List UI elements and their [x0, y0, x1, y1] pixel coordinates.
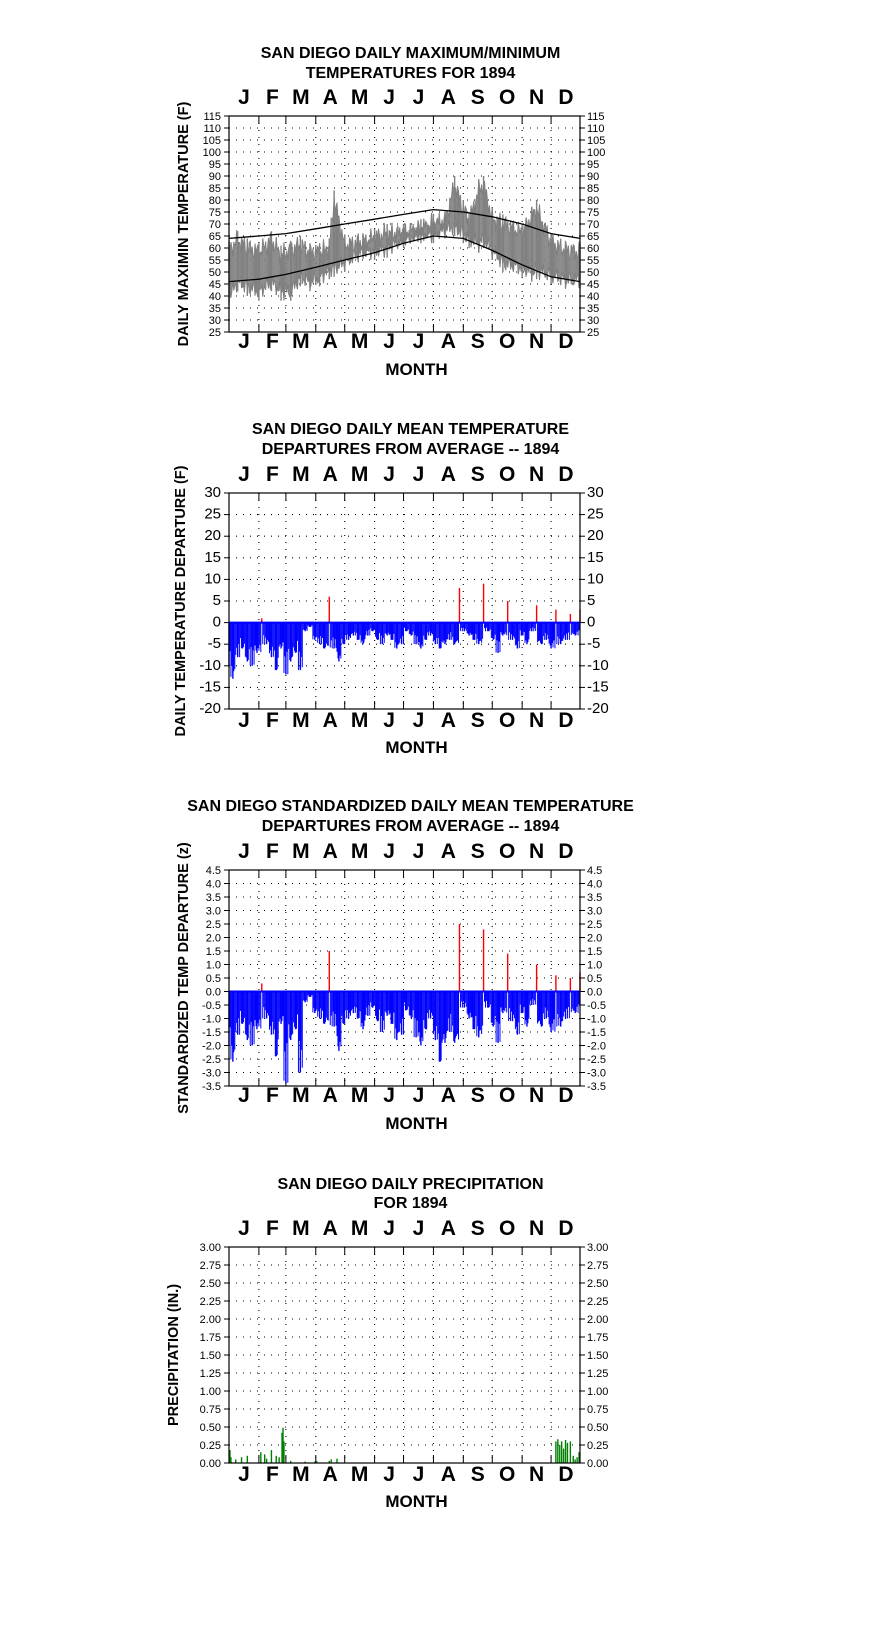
y-tick-label-right: 65: [587, 231, 600, 243]
month-label-top: D: [558, 86, 574, 109]
month-label-top: A: [440, 1217, 456, 1240]
y-tick-label-left: -15: [199, 678, 221, 696]
y-tick-label-right: -10: [587, 656, 609, 674]
month-label-bottom: J: [383, 330, 395, 353]
y-tick-label-left: -5: [207, 635, 221, 653]
month-label-bottom: F: [265, 330, 279, 353]
y-tick-label-left: 3.0: [205, 905, 221, 918]
y-tick-label-right: 100: [587, 147, 606, 159]
y-tick-label-right: 1.50: [587, 1350, 609, 1362]
y-tick-label-right: 30: [587, 484, 604, 501]
y-tick-label-left: 0.25: [199, 1440, 221, 1452]
month-label-top: M: [350, 86, 369, 109]
month-label-top: A: [322, 463, 338, 486]
month-label-top: D: [558, 463, 574, 486]
y-tick-label-right: 1.75: [587, 1332, 609, 1344]
y-tick-label-left: 2.00: [199, 1314, 221, 1326]
y-tick-label-right: 15: [587, 548, 604, 566]
month-label-bottom: O: [499, 709, 516, 732]
month-label-top: A: [322, 1217, 338, 1240]
y-tick-label-left: 10: [204, 570, 221, 588]
month-label-top: J: [412, 86, 425, 109]
y-tick-label-left: 80: [208, 195, 221, 207]
month-label-bottom: A: [322, 1463, 338, 1486]
chart-title-line: SAN DIEGO STANDARDIZED DAILY MEAN TEMPERATURE: [187, 798, 634, 815]
y-tick-label-right: 2.50: [587, 1278, 609, 1290]
y-tick-label-left: 1.75: [199, 1332, 221, 1344]
month-label-bottom: N: [529, 330, 545, 353]
y-tick-label-left: 0.00: [199, 1458, 221, 1470]
month-label-bottom: M: [292, 1084, 310, 1107]
y-axis-label: STANDARDIZED TEMP DEPARTURE (z): [176, 842, 192, 1114]
month-label-bottom: J: [412, 709, 425, 732]
y-tick-label-right: 35: [587, 303, 600, 315]
month-label-bottom: S: [470, 1084, 485, 1107]
y-tick-label-left: 2.75: [199, 1260, 221, 1272]
y-tick-label-right: 0.75: [587, 1404, 609, 1416]
y-tick-label-right: 85: [587, 183, 600, 195]
month-label-top: M: [350, 463, 369, 486]
y-tick-label-left: 1.0: [205, 959, 221, 972]
month-label-bottom: D: [558, 709, 574, 732]
y-tick-label-left: 65: [208, 231, 221, 243]
month-label-bottom: M: [350, 1084, 369, 1107]
y-tick-label-right: 50: [587, 267, 600, 279]
month-label-top: J: [238, 463, 250, 486]
y-tick-label-right: 2.5: [587, 919, 603, 931]
chart-title-line: SAN DIEGO DAILY PRECIPITATION: [277, 1176, 544, 1193]
y-tick-label-left: 95: [208, 159, 221, 171]
month-label-top: J: [383, 86, 395, 109]
y-tick-label-right: 0: [587, 613, 596, 631]
month-label-top: A: [322, 840, 338, 863]
month-label-top: J: [238, 840, 250, 863]
month-label-bottom: J: [383, 1463, 395, 1486]
chart-3: [176, 798, 634, 1133]
y-tick-label-left: 35: [208, 303, 221, 315]
y-tick-label-left: -10: [199, 656, 221, 674]
month-label-bottom: N: [529, 1463, 545, 1486]
month-label-top: N: [529, 463, 545, 486]
month-label-bottom: D: [558, 330, 574, 353]
y-tick-label-right: 55: [587, 255, 600, 267]
y-tick-label-right: -2.5: [587, 1054, 606, 1066]
month-label-bottom: J: [412, 1463, 425, 1486]
month-label-top: A: [440, 840, 456, 863]
month-label-bottom: J: [238, 1463, 250, 1486]
y-tick-label-right: -1.5: [587, 1027, 606, 1039]
month-label-bottom: M: [292, 330, 310, 353]
y-tick-label-right: 25: [587, 327, 600, 339]
y-tick-label-right: 2.75: [587, 1260, 609, 1272]
month-label-top: O: [499, 86, 516, 109]
y-tick-label-right: 4.5: [587, 865, 603, 877]
month-label-top: N: [529, 1217, 545, 1240]
y-tick-label-left: 25: [208, 327, 221, 339]
y-tick-label-left: 1.00: [199, 1386, 221, 1398]
month-label-top: O: [499, 840, 516, 863]
month-label-top: S: [470, 86, 485, 109]
y-tick-label-right: 70: [587, 219, 600, 231]
y-tick-label-right: -2.0: [587, 1040, 606, 1053]
month-label-top: F: [265, 463, 279, 486]
x-axis-label: MONTH: [385, 1114, 448, 1133]
y-tick-label-right: -1.0: [587, 1013, 606, 1026]
month-label-top: O: [499, 463, 516, 486]
month-label-top: J: [238, 1217, 250, 1240]
month-label-top: J: [412, 463, 425, 486]
month-label-top: F: [265, 1217, 279, 1240]
y-tick-label-right: 4.0: [587, 878, 603, 891]
chart-title-line: SAN DIEGO DAILY MEAN TEMPERATURE: [251, 421, 570, 438]
y-tick-label-left: 90: [208, 171, 221, 183]
x-axis-label: MONTH: [385, 360, 448, 379]
month-label-top: M: [292, 840, 310, 863]
y-tick-label-left: 3.00: [199, 1242, 221, 1254]
month-label-top: S: [470, 1217, 485, 1240]
y-tick-label-left: 40: [208, 291, 221, 303]
month-label-bottom: A: [440, 709, 456, 732]
month-label-bottom: A: [322, 1084, 338, 1107]
y-tick-label-right: -0.5: [587, 1000, 606, 1012]
month-label-top: J: [412, 840, 425, 863]
chart-1: [176, 45, 605, 379]
month-label-top: J: [383, 463, 395, 486]
month-label-top: N: [529, 840, 545, 863]
month-label-bottom: A: [322, 709, 338, 732]
y-tick-label-left: 0.0: [205, 986, 221, 999]
y-tick-label-right: -3.5: [587, 1081, 606, 1093]
y-tick-label-left: 105: [202, 135, 221, 147]
month-label-bottom: M: [350, 709, 369, 732]
y-tick-label-left: -20: [199, 700, 221, 717]
y-tick-label-right: 1.5: [587, 946, 603, 958]
y-tick-label-left: 50: [208, 267, 221, 279]
y-tick-label-left: 110: [203, 123, 221, 135]
month-label-top: J: [383, 1217, 395, 1240]
month-label-bottom: S: [470, 709, 485, 732]
y-tick-label-left: 85: [208, 183, 221, 195]
month-label-top: O: [499, 1217, 516, 1240]
y-tick-label-left: 5: [212, 592, 221, 609]
y-tick-label-left: 45: [208, 279, 221, 291]
month-label-bottom: S: [470, 1463, 485, 1486]
y-tick-label-left: 15: [204, 548, 221, 566]
month-label-top: A: [440, 463, 456, 486]
y-tick-label-right: 0.0: [587, 986, 603, 999]
month-label-top: A: [322, 86, 338, 109]
y-tick-label-left: 30: [204, 484, 221, 501]
month-label-bottom: D: [558, 1463, 574, 1486]
y-tick-label-left: 0.5: [205, 973, 221, 985]
y-tick-label-right: 0.50: [587, 1422, 609, 1434]
y-tick-label-right: 1.0: [587, 959, 603, 972]
y-tick-label-right: 2.25: [587, 1296, 609, 1308]
y-tick-label-right: 80: [587, 195, 600, 207]
y-tick-label-right: 60: [587, 243, 600, 255]
y-tick-label-right: -15: [587, 678, 609, 696]
y-tick-label-right: 3.00: [587, 1242, 609, 1254]
month-label-bottom: F: [265, 1084, 279, 1107]
month-label-top: M: [292, 86, 310, 109]
y-tick-label-right: 2.0: [587, 932, 603, 945]
month-label-bottom: M: [350, 1463, 369, 1486]
y-tick-label-left: 1.5: [205, 946, 221, 958]
y-tick-label-right: 5: [587, 592, 596, 609]
y-tick-label-left: 0: [212, 613, 221, 631]
y-tick-label-right: 10: [587, 570, 604, 588]
y-tick-label-right: -3.0: [587, 1067, 606, 1080]
observed-range-series: [229, 176, 580, 306]
y-tick-label-left: 70: [208, 219, 221, 231]
month-label-bottom: D: [558, 1084, 574, 1107]
month-label-top: F: [265, 840, 279, 863]
chart-title-line: DEPARTURES FROM AVERAGE -- 1894: [261, 818, 560, 835]
y-tick-label-left: 115: [203, 111, 221, 123]
y-tick-label-right: 45: [587, 279, 600, 291]
month-label-top: S: [470, 840, 485, 863]
y-tick-label-left: -1.5: [202, 1027, 221, 1039]
y-tick-label-right: 105: [587, 135, 606, 147]
x-axis-label: MONTH: [385, 1492, 448, 1511]
month-label-top: M: [350, 1217, 369, 1240]
y-tick-label-left: 1.50: [199, 1350, 221, 1362]
y-tick-label-left: 1.25: [199, 1368, 221, 1380]
month-label-top: M: [292, 1217, 310, 1240]
y-tick-label-right: 90: [587, 171, 600, 183]
month-label-top: N: [529, 86, 545, 109]
y-tick-label-left: -3.5: [202, 1081, 221, 1093]
y-tick-label-right: 95: [587, 159, 600, 171]
month-label-bottom: A: [322, 330, 338, 353]
chart-2: [173, 421, 609, 757]
y-tick-label-left: 2.50: [199, 1278, 221, 1290]
y-tick-label-left: 2.5: [205, 919, 221, 931]
chart-4: [166, 1176, 608, 1511]
y-tick-label-left: -3.0: [202, 1067, 221, 1080]
month-label-bottom: J: [238, 330, 250, 353]
month-label-top: J: [412, 1217, 425, 1240]
month-label-bottom: J: [383, 709, 395, 732]
departure-bars: [229, 584, 580, 679]
month-label-bottom: A: [440, 1084, 456, 1107]
y-tick-label-right: 20: [587, 527, 604, 545]
month-label-top: S: [470, 463, 485, 486]
month-label-bottom: J: [238, 1084, 250, 1107]
month-label-bottom: A: [440, 1463, 456, 1486]
month-label-top: M: [350, 840, 369, 863]
y-tick-label-left: 2.25: [199, 1296, 221, 1308]
y-tick-label-right: -20: [587, 700, 609, 717]
y-axis-label: DAILY TEMPERATURE DEPARTURE (F): [173, 465, 189, 737]
month-label-bottom: N: [529, 709, 545, 732]
y-tick-label-right: 30: [587, 315, 600, 327]
y-tick-label-right: 0.25: [587, 1440, 609, 1452]
month-label-bottom: O: [499, 330, 516, 353]
y-tick-label-right: 1.25: [587, 1368, 609, 1380]
y-tick-label-left: -1.0: [202, 1013, 221, 1026]
y-tick-label-left: 60: [208, 243, 221, 255]
month-label-bottom: J: [383, 1084, 395, 1107]
y-axis-label: PRECIPITATION (IN.): [166, 1283, 182, 1427]
month-label-bottom: S: [470, 330, 485, 353]
month-label-bottom: M: [292, 709, 310, 732]
y-tick-label-right: 110: [587, 123, 605, 135]
y-tick-label-left: 4.0: [205, 878, 221, 891]
y-tick-label-right: 25: [587, 505, 604, 523]
month-label-bottom: J: [238, 709, 250, 732]
month-label-top: F: [265, 86, 279, 109]
month-label-bottom: J: [412, 330, 425, 353]
y-tick-label-left: -2.5: [202, 1054, 221, 1066]
chart-title-line: TEMPERATURES FOR 1894: [305, 65, 516, 82]
y-tick-label-left: 25: [204, 505, 221, 523]
y-axis-label: DAILY MAXIMIN TEMPERATURE (F): [176, 101, 192, 347]
y-tick-label-left: 4.5: [205, 865, 221, 877]
x-axis-label: MONTH: [385, 738, 448, 757]
y-tick-label-left: 3.5: [205, 892, 221, 904]
month-label-bottom: F: [265, 1463, 279, 1486]
chart-title-line: FOR 1894: [373, 1195, 448, 1212]
month-label-top: A: [440, 86, 456, 109]
y-tick-label-right: 3.5: [587, 892, 603, 904]
y-tick-label-left: 2.0: [205, 932, 221, 945]
y-tick-label-left: 55: [208, 255, 221, 267]
month-label-bottom: F: [265, 709, 279, 732]
y-tick-label-right: 75: [587, 207, 600, 219]
month-label-bottom: J: [412, 1084, 425, 1107]
month-label-bottom: O: [499, 1084, 516, 1107]
y-tick-label-right: 0.00: [587, 1458, 609, 1470]
y-tick-label-left: -0.5: [202, 1000, 221, 1012]
chart-title-line: DEPARTURES FROM AVERAGE -- 1894: [261, 441, 560, 458]
month-label-top: D: [558, 840, 574, 863]
y-tick-label-left: 0.75: [199, 1404, 221, 1416]
month-label-bottom: M: [292, 1463, 310, 1486]
month-label-bottom: A: [440, 330, 456, 353]
y-tick-label-left: 75: [208, 207, 221, 219]
month-label-bottom: M: [350, 330, 369, 353]
y-tick-label-right: 1.00: [587, 1386, 609, 1398]
y-tick-label-right: 2.00: [587, 1314, 609, 1326]
month-label-bottom: N: [529, 1084, 545, 1107]
month-label-top: J: [238, 86, 250, 109]
y-tick-label-right: 3.0: [587, 905, 603, 918]
month-label-bottom: O: [499, 1463, 516, 1486]
y-tick-label-left: 30: [208, 315, 221, 327]
y-tick-label-right: 115: [587, 111, 605, 123]
y-tick-label-left: 0.50: [199, 1422, 221, 1434]
y-tick-label-left: -2.0: [202, 1040, 221, 1053]
month-label-top: J: [383, 840, 395, 863]
chart-title-line: SAN DIEGO DAILY MAXIMUM/MINIMUM: [260, 45, 561, 62]
y-tick-label-right: 0.5: [587, 973, 603, 985]
y-tick-label-left: 100: [202, 147, 221, 159]
month-label-top: M: [292, 463, 310, 486]
y-tick-label-right: 40: [587, 291, 600, 303]
y-tick-label-left: 20: [204, 527, 221, 545]
y-tick-label-right: -5: [587, 635, 601, 653]
month-label-top: D: [558, 1217, 574, 1240]
